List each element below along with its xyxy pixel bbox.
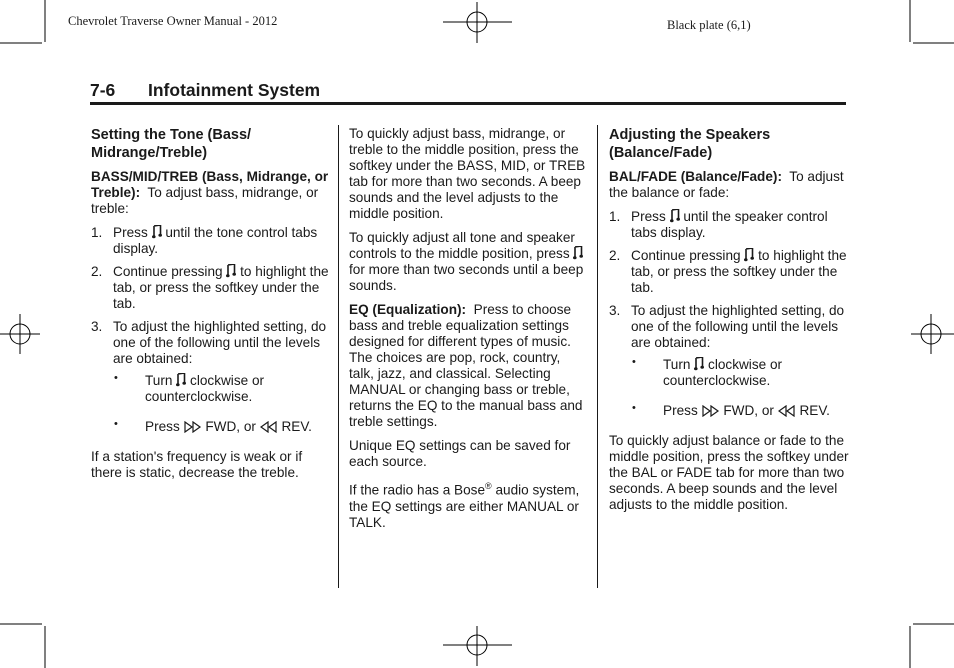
music-note-icon bbox=[694, 357, 704, 371]
double-triangle-right-icon bbox=[702, 405, 720, 417]
list-item: 1. Press until the speaker control tabs display. bbox=[609, 209, 828, 240]
quick-adjust-text: To quickly adjust bass, midrange, or treble to the middle position, press the softkey under the BASS, MID, or TREB tab for more than two seconds. A beep sounds and the level adjusts to the middle position. bbox=[349, 126, 586, 221]
list-item: • Turn clockwise or counterclockwise. bbox=[632, 356, 783, 388]
tone-steps bbox=[91, 225, 331, 435]
list-item: 3. To adjust the highlighted setting, do one of the following until the levels are obtained: • Turn clockwise or counterclockwise. • Press FWD, or REV. bbox=[609, 303, 849, 419]
bose-text: If the radio has a Bose® audio system, the EQ settings are either MANUAL or TALK. bbox=[349, 481, 580, 530]
list-item: • Press FWD, or REV. bbox=[114, 418, 312, 434]
eq-text: EQ (Equalization): Press to choose bass and treble equalization settings designed for different types of music. The choices are pop, rock, country, talk, jazz, and classical. Selecting MANUAL or changing bass or treble, returns the EQ to the manual bass and treble settings. bbox=[349, 302, 583, 429]
tone-heading: Setting the Tone (Bass/ Midrange/Treble) bbox=[91, 127, 252, 161]
tone-note: If a station's frequency is weak or if there is static, decrease the treble. bbox=[91, 449, 303, 480]
double-triangle-right-icon bbox=[184, 421, 202, 433]
section-title: Infotainment System bbox=[148, 80, 321, 100]
speakers-intro: BAL/FADE (Balance/Fade): To adjust the balance or fade: bbox=[609, 169, 844, 200]
list-item: 2. Continue pressing to highlight the tab, or press the softkey under the tab. bbox=[609, 248, 847, 295]
speakers-steps bbox=[609, 209, 849, 419]
section-number: 7-6 bbox=[90, 80, 116, 100]
double-triangle-left-icon bbox=[778, 405, 796, 417]
tone-bullets bbox=[113, 373, 331, 435]
running-header-title: Chevrolet Traverse Owner Manual - 2012 bbox=[68, 14, 278, 28]
section-heading bbox=[90, 80, 320, 101]
column-tone bbox=[91, 126, 331, 489]
speakers-heading: Adjusting the Speakers (Balance/Fade) bbox=[609, 127, 771, 161]
music-note-icon bbox=[226, 264, 236, 278]
list-item: • Turn clockwise or counterclockwise. bbox=[114, 372, 265, 404]
list-item: 2. Continue pressing to highlight the tab, or press the softkey under the tab. bbox=[91, 264, 329, 311]
speakers-note: To quickly adjust balance or fade to the middle position, press the softkey under the BAL or FADE tab for more than two seconds. A beep sounds and the level adjusts to the middle position. bbox=[609, 433, 849, 512]
plate-label: Black plate (6,1) bbox=[667, 18, 751, 32]
reset-all-text: To quickly adjust all tone and speaker controls to the middle position, press for more than two seconds until a beep sounds. bbox=[349, 230, 584, 293]
column-eq bbox=[349, 126, 589, 539]
column-divider bbox=[338, 125, 339, 588]
eq-saved-text: Unique EQ settings can be saved for each source. bbox=[349, 438, 571, 469]
music-note-icon bbox=[670, 209, 680, 223]
list-item: 3. To adjust the highlighted setting, do one of the following until the levels are obtained: • Turn clockwise or counterclockwise. • Press FWD, or REV. bbox=[91, 319, 331, 435]
music-note-icon bbox=[573, 246, 583, 260]
music-note-icon bbox=[744, 248, 754, 262]
column-speakers bbox=[609, 126, 849, 521]
music-note-icon bbox=[152, 225, 162, 239]
double-triangle-left-icon bbox=[260, 421, 278, 433]
column-divider bbox=[597, 125, 598, 588]
list-item: 1. Press until the tone control tabs display. bbox=[91, 225, 318, 256]
music-note-icon bbox=[176, 373, 186, 387]
tone-intro: BASS/MID/TREB (Bass, Midrange, or Treble): To adjust bass, midrange, or treble: bbox=[91, 169, 329, 216]
speakers-bullets bbox=[631, 357, 849, 419]
section-rule bbox=[90, 102, 846, 105]
list-item: • Press FWD, or REV. bbox=[632, 402, 830, 418]
